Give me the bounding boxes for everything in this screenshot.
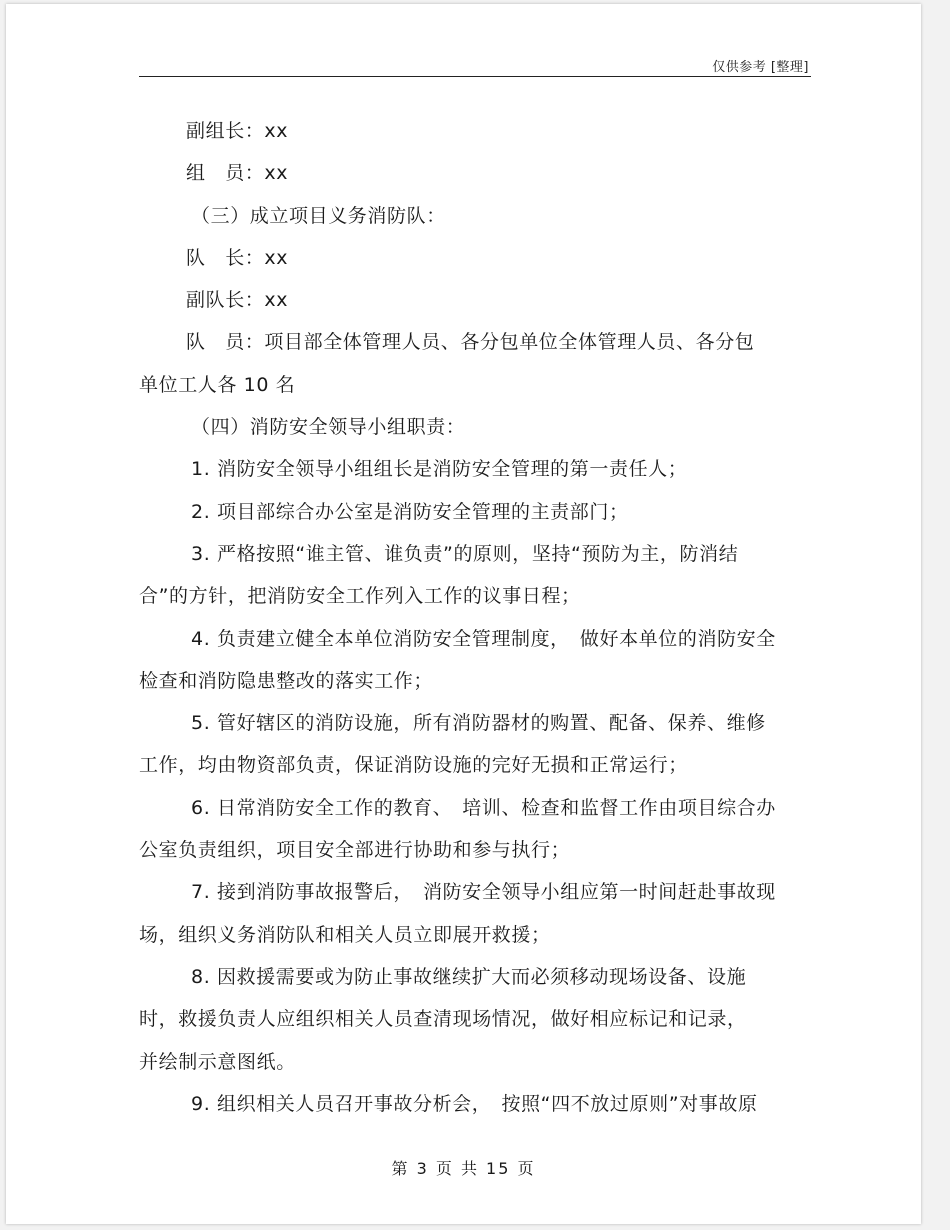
- text-line: 队 长：xx: [186, 246, 289, 269]
- header-divider: [139, 76, 811, 77]
- text-line: 队 员：项目部全体管理人员、各分包单位全体管理人员、各分包: [186, 331, 755, 354]
- page-header: 仅供参考 [整理]: [712, 60, 809, 75]
- text-line: 单位工人各 10 名: [139, 373, 296, 396]
- list-item: 2. 项目部综合办公室是消防安全管理的主责部门；: [191, 500, 629, 523]
- text-line: 副组长：xx: [186, 120, 289, 142]
- list-item-continuation: 合”的方针，把消防安全工作列入工作的议事日程；: [139, 585, 581, 608]
- list-item: 8. 因救援需要或为防止事故继续扩大而必须移动现场设备、设施: [191, 965, 747, 988]
- list-item-continuation: 时，救援负责人应组织相关人员查清现场情况，做好相应标记和记录，: [139, 1008, 747, 1031]
- list-item-continuation: 场，组织义务消防队和相关人员立即展开救援；: [139, 923, 551, 946]
- list-item-continuation: 并绘制示意图纸。: [139, 1050, 296, 1073]
- list-item: 4. 负责建立健全本单位消防安全管理制度， 做好本单位的消防安全: [191, 627, 776, 650]
- page-footer: 第 3 页 共 15 页: [391, 1159, 536, 1178]
- document-page: [6, 4, 921, 1224]
- list-item-continuation: 公室负责组织，项目安全部进行协助和参与执行；: [139, 839, 571, 862]
- list-item: 3. 严格按照“谁主管、谁负责”的原则，坚持“预防为主，防消结: [191, 542, 739, 565]
- section-heading: （三）成立项目义务消防队：: [191, 204, 446, 227]
- list-item-continuation: 检查和消防隐患整改的落实工作；: [139, 669, 434, 692]
- text-line: 副队长：xx: [186, 289, 289, 312]
- list-item: 5. 管好辖区的消防设施，所有消防器材的购置、配备、保养、维修: [191, 712, 766, 735]
- text-line: 组 员：xx: [186, 162, 289, 185]
- document-body: [139, 110, 814, 1125]
- list-item: 6. 日常消防安全工作的教育、 培训、检查和监督工作由项目综合办: [191, 796, 776, 819]
- list-item: 1. 消防安全领导小组组长是消防安全管理的第一责任人；: [191, 458, 688, 481]
- list-item-continuation: 工作，均由物资部负责，保证消防设施的完好无损和正常运行；: [139, 754, 688, 777]
- section-heading: （四）消防安全领导小组职责：: [191, 416, 466, 439]
- list-item: 9. 组织相关人员召开事故分析会， 按照“四不放过原则”对事故原: [191, 1092, 758, 1115]
- list-item: 7. 接到消防事故报警后， 消防安全领导小组应第一时间赶赴事故现: [191, 881, 776, 904]
